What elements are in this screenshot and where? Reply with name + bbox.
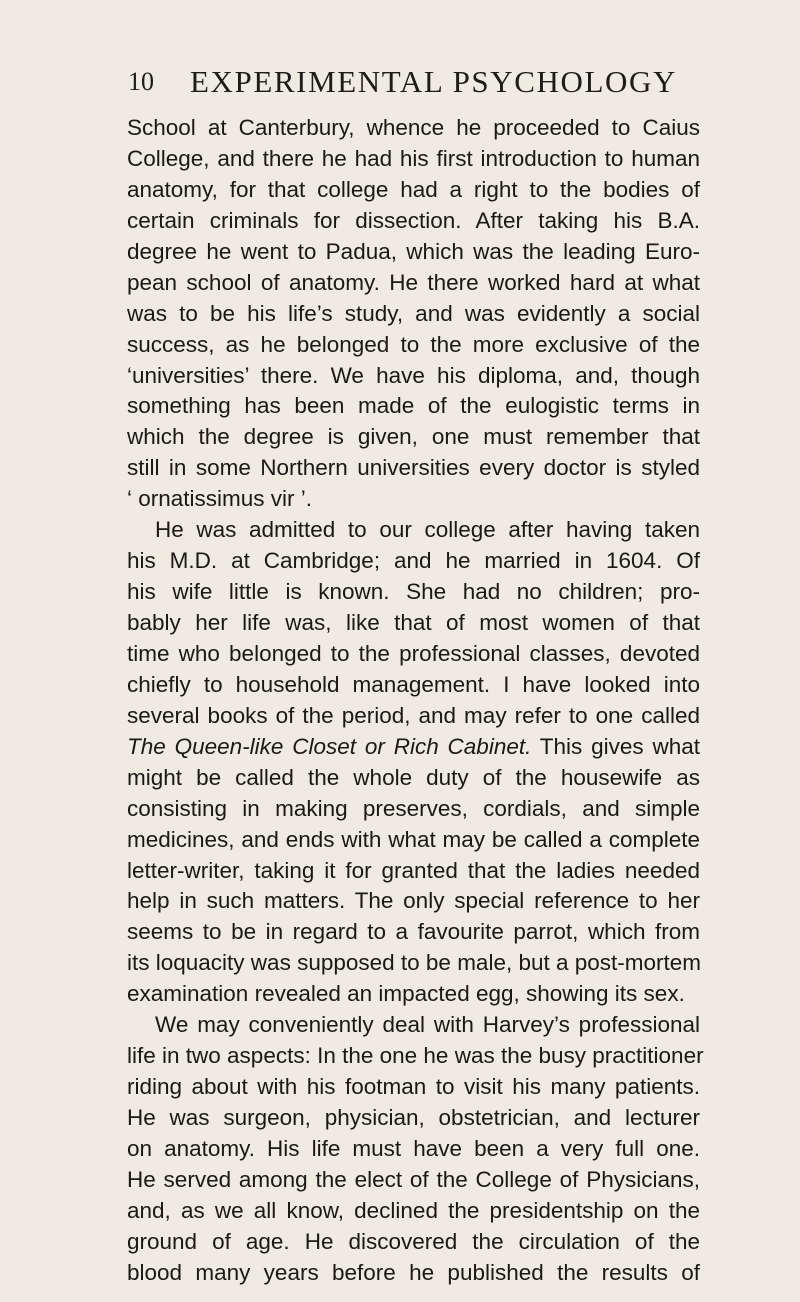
text-line: his wife little is known. She had no children; pro- (127, 579, 700, 605)
text-line: degree he went to Padua, which was the leading Euro- (127, 238, 700, 264)
text-line: success, as he belonged to the more exclusive of the (127, 331, 700, 357)
page-number: 10 (128, 67, 154, 96)
body-text (127, 113, 704, 1289)
book-title: The Queen-like Closet or Rich Cabinet. (127, 733, 532, 759)
text-line: College, and there he had his first introduction to human (127, 145, 700, 171)
text-line: time who belonged to the professional classes, devoted (127, 640, 700, 666)
text-line: seems to be in regard to a favourite parrot, which from (127, 919, 700, 945)
paragraph-start-line: He was admitted to our college after having taken (155, 517, 700, 543)
text-line: School at Canterbury, whence he proceeded to Caius (127, 115, 700, 140)
running-header (128, 60, 688, 104)
text-line: riding about with his footman to visit his many patients. (127, 1074, 700, 1100)
text-line: its loquacity was supposed to be male, but a post-mortem (127, 950, 702, 976)
paragraph-end-line: examination revealed an impacted egg, showing its sex. (127, 981, 685, 1007)
text-line: bably her life was, like that of most women of that (127, 610, 700, 635)
text-line: life in two aspects: In the one he was the busy practitioner (127, 1043, 704, 1069)
text-line: something has been made of the eulogistic terms in (127, 393, 700, 419)
text-line: anatomy, for that college had a right to the bodies of (127, 176, 700, 202)
text-line: help in such matters. The only special reference to her (127, 888, 700, 914)
text-line: which the degree is given, one must remember that (127, 424, 700, 450)
running-title: EXPERIMENTAL PSYCHOLOGY (190, 64, 677, 99)
text-line: was to be his life’s study, and was evidently a social (127, 300, 700, 326)
text-line: still in some Northern universities every doctor is styled (127, 455, 700, 481)
text-line: chiefly to household management. I have looked into (127, 671, 700, 697)
text-line: on anatomy. His life must have been a very full one. (127, 1135, 700, 1161)
text-line-with-book-title (127, 732, 700, 763)
text-line: consisting in making preserves, cordials, and simple (127, 795, 700, 821)
text-line: ‘universities’ there. We have his diploma, and, though (127, 362, 700, 388)
text-line: He served among the elect of the College of Physicians, (127, 1166, 700, 1192)
text-segment: This gives what (531, 733, 700, 759)
text-line: ground of age. He discovered the circulation of the (127, 1228, 700, 1254)
text-line: several books of the period, and may refer to one called (127, 702, 700, 728)
text-line: He was surgeon, physician, obstetrician, and lecturer (127, 1105, 700, 1130)
text-line: his M.D. at Cambridge; and he married in 1604. Of (127, 548, 700, 574)
text-line: and, as we all know, declined the presidentship on the (127, 1197, 700, 1223)
text-line: pean school of anatomy. He there worked hard at what (127, 269, 700, 295)
text-line: letter-writer, taking it for granted that the ladies needed (127, 857, 700, 883)
text-line: might be called the whole duty of the housewife as (127, 764, 700, 790)
paragraph-end-line: ‘ ornatissimus vir ’. (127, 486, 313, 512)
text-line: certain criminals for dissection. After taking his B.A. (127, 207, 700, 233)
paragraph-start-line: We may conveniently deal with Harvey’s professional (155, 1012, 700, 1038)
text-line: medicines, and ends with what may be called a complete (127, 826, 700, 852)
text-line: blood many years before he published the results of (127, 1259, 700, 1285)
